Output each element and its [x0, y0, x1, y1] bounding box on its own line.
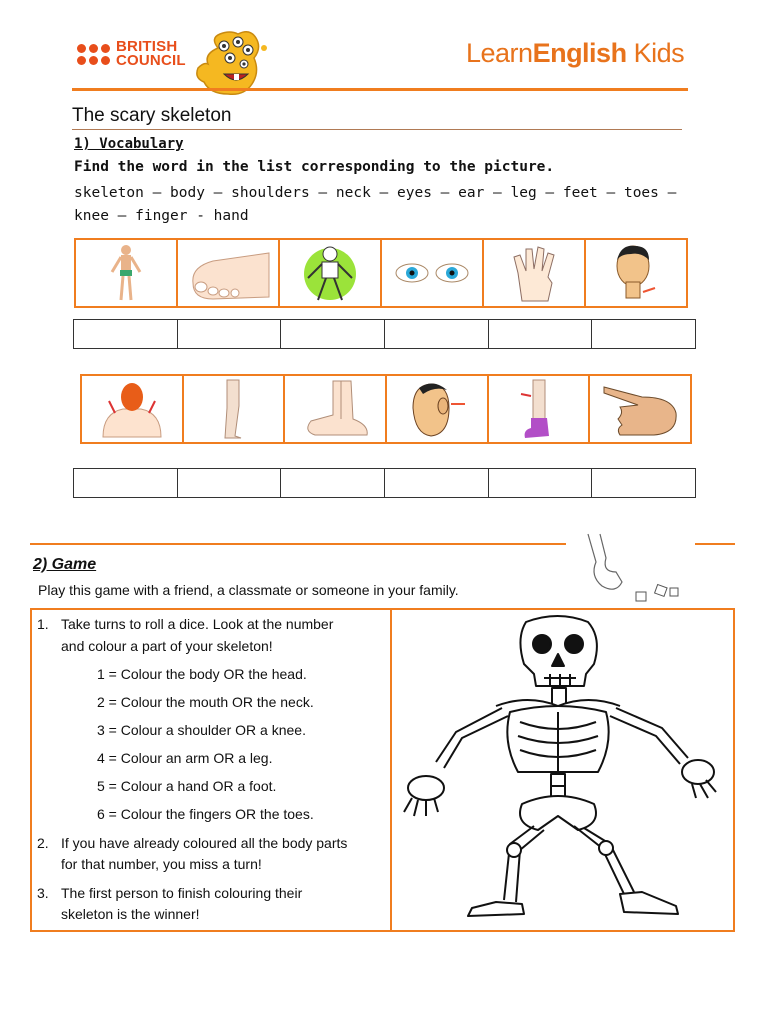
answer-box[interactable]: [384, 320, 488, 348]
brand-line1: BRITISH: [116, 38, 178, 55]
dice-option-1: 1 = Colour the body OR the head.: [97, 666, 307, 682]
game-heading: 2) Game: [33, 556, 97, 573]
dice-hand-icon: [582, 532, 692, 604]
rule-3-line2: skeleton is the winner!: [61, 906, 200, 922]
answer-box[interactable]: [384, 469, 488, 497]
answer-box[interactable]: [177, 320, 281, 348]
picture-body: [76, 240, 176, 306]
dice-option-2: 2 = Colour the mouth OR the neck.: [97, 694, 314, 710]
dice-option-6: 6 = Colour the fingers OR the toes.: [97, 806, 314, 822]
rule-1-line1: Take turns to roll a dice. Look at the number: [61, 616, 334, 632]
picture-ear: [385, 376, 487, 442]
picture-row-1: [74, 238, 688, 308]
brand-line2: COUNCIL: [116, 52, 186, 69]
rule-3-line1: The first person to finish colouring their: [61, 885, 303, 901]
picture-knee: [487, 376, 589, 442]
picture-row-2: [80, 374, 692, 444]
feet-icon: [293, 379, 377, 439]
answer-row-2: [73, 468, 696, 498]
logo-learn: Learn: [466, 38, 533, 68]
answer-box[interactable]: [591, 469, 695, 497]
page-title: The scary skeleton: [72, 105, 232, 126]
picture-neck: [584, 240, 686, 306]
answer-box[interactable]: [177, 469, 281, 497]
picture-eyes: [380, 240, 482, 306]
picture-shoulders: [82, 376, 182, 442]
body-figure-icon: [106, 242, 146, 304]
learnenglish-kids-logo: [466, 38, 684, 69]
eyes-icon: [392, 258, 472, 288]
finger-pointing-icon: [598, 379, 682, 439]
dice-option-4: 4 = Colour an arm OR a leg.: [97, 750, 273, 766]
answer-box[interactable]: [280, 469, 384, 497]
shoulders-icon: [97, 379, 167, 439]
answer-box[interactable]: [591, 320, 695, 348]
picture-toes: [176, 240, 278, 306]
rule-1-line2: and colour a part of your skeleton!: [61, 638, 273, 654]
rule-number: 1.: [37, 616, 49, 632]
picture-feet: [283, 376, 385, 442]
rule-2-line1: If you have already coloured all the body parts: [61, 835, 348, 851]
rule-number: 3.: [37, 885, 49, 901]
answer-box[interactable]: [74, 320, 177, 348]
picture-skeleton: [278, 240, 380, 306]
game-intro: Play this game with a friend, a classmate or someone in your family.: [38, 582, 459, 598]
rule-2-line2: for that number, you miss a turn!: [61, 856, 262, 872]
picture-leg: [182, 376, 284, 442]
answer-box[interactable]: [74, 469, 177, 497]
head-neck-icon: [611, 242, 661, 304]
header-rule: [72, 88, 688, 91]
vocabulary-heading: 1) Vocabulary: [74, 136, 184, 152]
title-underline: [72, 129, 682, 130]
leg-icon: [219, 378, 249, 440]
rule-number: 2.: [37, 835, 49, 851]
answer-box[interactable]: [488, 320, 592, 348]
skeleton-colouring-image: [398, 612, 728, 926]
logo-dots-icon: [77, 44, 110, 65]
logo-english: English: [532, 38, 627, 68]
picture-finger: [588, 376, 690, 442]
section-divider: [30, 543, 566, 545]
answer-box[interactable]: [488, 469, 592, 497]
foot-toes-icon: [183, 243, 273, 303]
picture-hand: [482, 240, 584, 306]
hand-icon: [504, 243, 564, 303]
answer-box[interactable]: [280, 320, 384, 348]
skeleton-small-icon: [298, 242, 362, 304]
section-divider-end: [695, 543, 735, 545]
answer-row-1: [73, 319, 696, 349]
ear-head-icon: [405, 378, 469, 440]
logo-kids: Kids: [633, 38, 685, 68]
british-council-logo: [77, 40, 186, 68]
dice-option-5: 5 = Colour a hand OR a foot.: [97, 778, 277, 794]
knee-icon: [519, 378, 559, 440]
dice-option-3: 3 = Colour a shoulder OR a knee.: [97, 722, 306, 738]
game-box-divider: [390, 608, 392, 932]
word-list: skeleton – body – shoulders – neck – eyes – ear – leg – feet – toes – knee – finger - hand: [74, 185, 677, 224]
vocabulary-instruction: Find the word in the list corresponding to the picture.: [74, 159, 555, 175]
